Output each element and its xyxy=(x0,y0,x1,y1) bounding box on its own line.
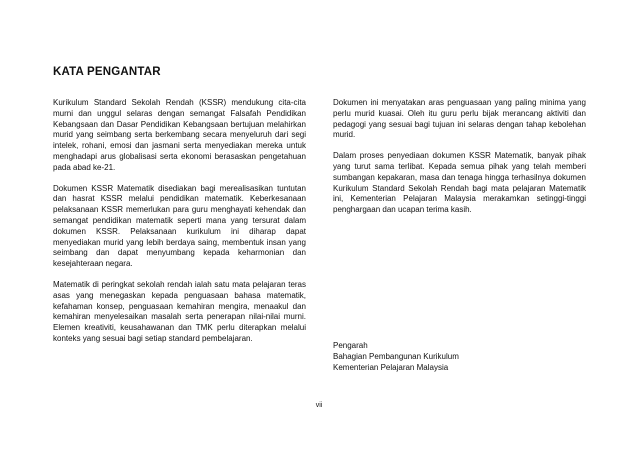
signature-ministry: Kementerian Pelajaran Malaysia xyxy=(333,362,449,372)
paragraph-mastery-level: Dokumen ini menyatakan aras penguasaan yang paling minima yang perlu murid kuasai. Oleh itu guru perlu bijak merancang aktiviti dan pedagogi yang sesuai bagi tujuan ini selaras dengan tahap kebolehan murid. xyxy=(333,98,586,140)
page-title: KATA PENGANTAR xyxy=(53,66,161,78)
paragraph-document-purpose: Dokumen KSSR Matematik disediakan bagi merealisasikan tuntutan dan hasrat KSSR melalui pendidikan matematik. Keberkesanaan pelaksanaan KSSR memerlukan para guru menghayati kehendak dan semangat pendidikan matematik seperti mana yang tersurat dalam dokumen KSSR. Pelaksanaan kurikulum ini diharap dapat menyediakan murid yang lebih berdaya saing, membentuk insan yang seimbang dan dapat menyumbang kepada keharmonian dan kesejahteraan negara. xyxy=(53,183,306,269)
page-number: vii xyxy=(315,402,323,409)
left-column xyxy=(53,98,306,355)
paragraph-intro: Kurikulum Standard Sekolah Rendah (KSSR) mendukung cita-cita murni dan unggul selaras dengan semangat Falsafah Pendidikan Kebangsaan dan Dasar Pendidikan Kebangsaan bertujuan melahirkan murid yang seimbang serta berkembang secara menyeluruh dari segi intelek, rohani, emosi dan jasmani serta menyediakan mereka untuk menghadapi arus globalisasi serta ekonomi berasaskan pengetahuan pada abad ke-21. xyxy=(53,98,306,172)
paragraph-mathematics-subject: Matematik di peringkat sekolah rendah ialah satu mata pelajaran teras asas yang menegaskan kepada penguasaan bahasa matematik, kefahaman konsep, penguasaan kemahiran mengira, menaakul dan kemahiran menyelesaikan masalah serta penerapan nilai-nilai murni. Elemen kreativiti, keusahawanan dan TMK perlu diterapkan melalui konteks yang sesuai bagi setiap standard pembelajaran. xyxy=(53,279,306,343)
signature-title: Pengarah xyxy=(333,341,368,350)
signature-block xyxy=(333,341,459,373)
signature-division: Bahagian Pembangunan Kurikulum xyxy=(333,351,459,361)
right-column xyxy=(333,98,586,226)
paragraph-acknowledgement: Dalam proses penyediaan dokumen KSSR Matematik, banyak pihak yang turut sama terlibat. Kepada semua pihak yang telah memberi sumbangan kepakaran, masa dan tenaga hingga terhasilnya dokumen Kurikulum Standard Sekolah Rendah bagi mata pelajaran Matematik ini, Kementerian Pelajaran Malaysia merakamkan setinggi-tinggi penghargaan dan ucapan terima kasih. xyxy=(333,151,586,215)
